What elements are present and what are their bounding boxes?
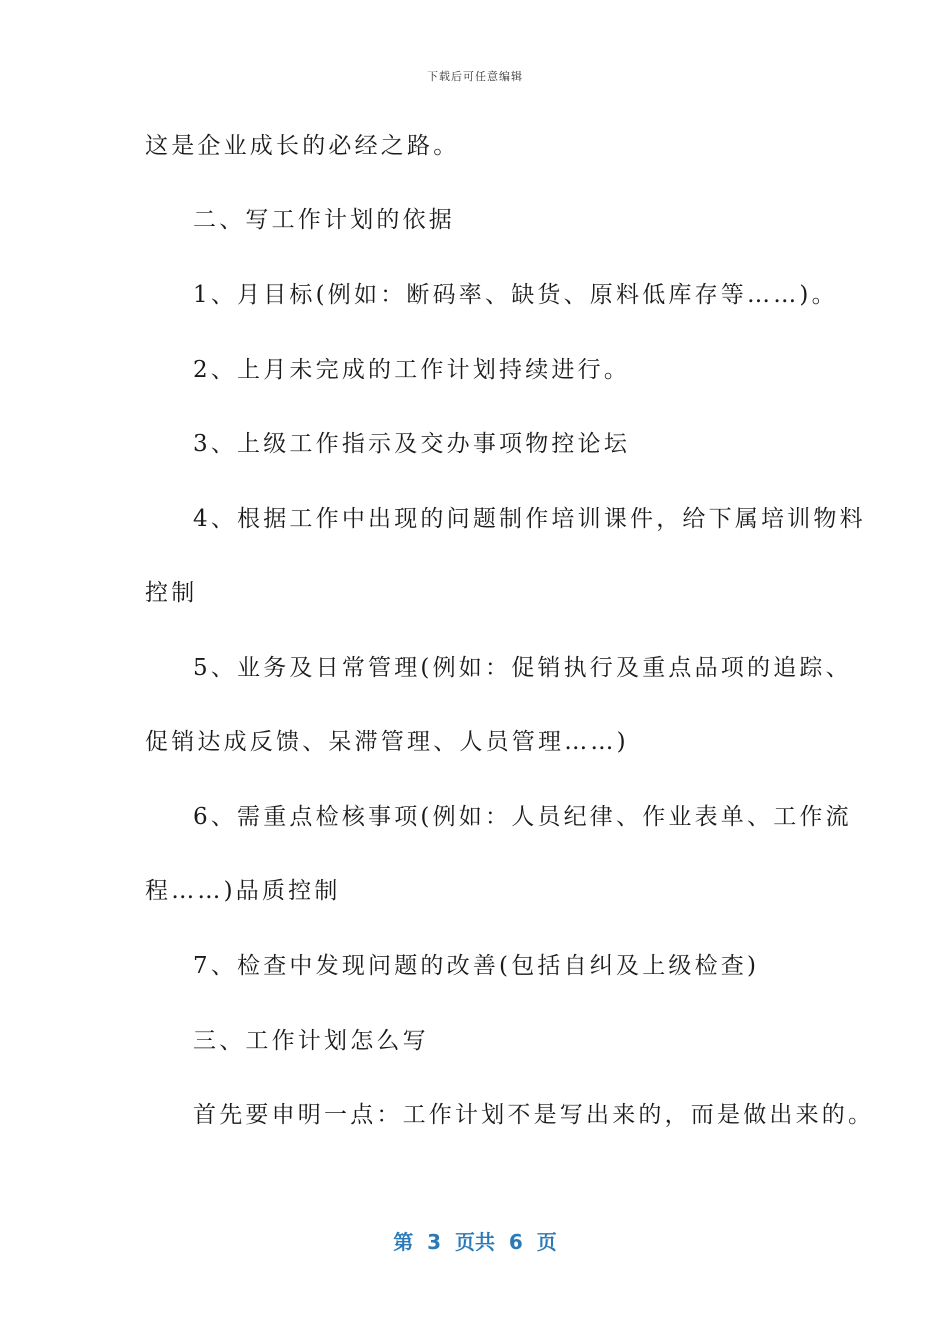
list-item-6-cont: 程……)品质控制	[145, 878, 341, 904]
section-heading-how: 三、工作计划怎么写	[193, 1028, 429, 1054]
list-item-6: 6、需重点检核事项(例如：人员纪律、作业表单、工作流	[193, 804, 852, 830]
list-item-3: 3、上级工作指示及交办事项物控论坛	[193, 431, 631, 457]
list-item-5: 5、业务及日常管理(例如：促销执行及重点品项的追踪、	[193, 655, 852, 681]
section-heading-basis: 二、写工作计划的依据	[193, 207, 455, 233]
body-line-1: 这是企业成长的必经之路。	[145, 133, 460, 159]
page-number: 第 3 页共 6 页	[393, 1230, 557, 1254]
list-item-2: 2、上月未完成的工作计划持续进行。	[193, 357, 631, 383]
header-note: 下载后可任意编辑	[427, 70, 523, 83]
list-item-5-cont: 促销达成反馈、呆滞管理、人员管理……)	[145, 729, 629, 755]
body-line-statement: 首先要申明一点：工作计划不是写出来的，而是做出来的。	[193, 1102, 875, 1128]
list-item-1: 1、月目标(例如：断码率、缺货、原料低库存等……)。	[193, 282, 838, 308]
list-item-7: 7、检查中发现问题的改善(包括自纠及上级检查)	[193, 953, 760, 979]
list-item-4: 4、根据工作中出现的问题制作培训课件，给下属培训物料	[193, 506, 866, 532]
list-item-4-cont: 控制	[145, 580, 198, 606]
